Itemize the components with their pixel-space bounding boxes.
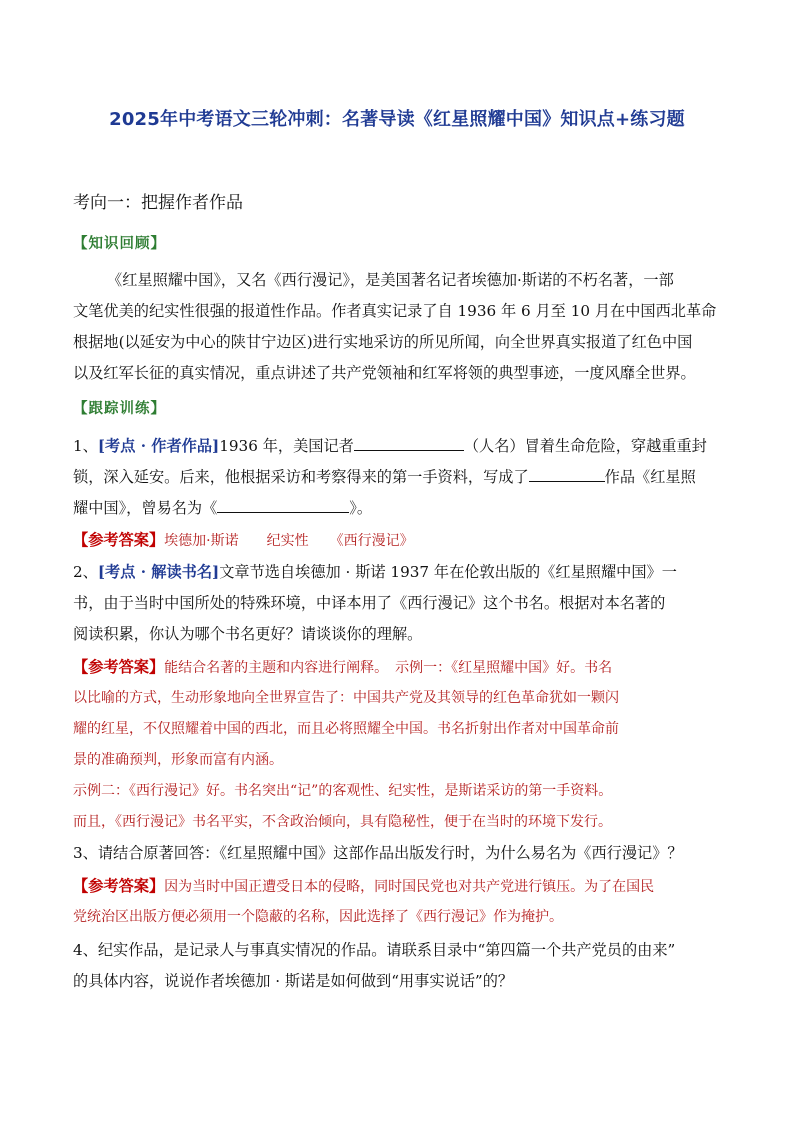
q2-line-2: 书，由于当时中国所处的特殊环境，中译本用了《西行漫记》这个书名。根据对本名著的 (73, 594, 666, 612)
knowledge-line-3: 根据地(以延安为中心的陕甘宁边区)进行实地采访的所见所闻，向全世界真实报道了红色中国 (73, 333, 693, 351)
q2-answer-line-3: 耀的红星，不仅照耀着中国的西北，而且必将照耀全中国。书名折射出作者对中国革命前 (73, 721, 619, 737)
q2-text-1: 文章节选自埃德加 · 斯诺 1937 年在伦敦出版的《红星照耀中国》一 (219, 563, 677, 581)
q3-answer-1: 因为当时中国正遭受日本的侵略，同时国民党也对共产党进行镇压。为了在国民 (164, 879, 655, 895)
q1-answer: 埃德加·斯诺 纪实性 《西行漫记》 (164, 533, 414, 549)
q2-answer-1: 能结合名著的主题和内容进行阐释。 示例一：《红星照耀中国》好。书名 (164, 660, 613, 676)
q2-line-3: 阅读积累，你认为哪个书名更好？请谈谈你的理解。 (73, 625, 423, 643)
q1-tag: [考点 · 作者作品] (97, 437, 220, 455)
q2-line-1 (73, 562, 677, 582)
q3-answer-tag: 【参考答案】 (73, 877, 165, 895)
q1-answer-line (73, 530, 414, 551)
q1-text-3a: 耀中国》，曾易名为《 (73, 499, 218, 517)
q2-answer-line-5: 示例二：《西行漫记》好。书名突出“记”的客观性、纪实性，是斯诺采访的第一手资料。 (73, 783, 613, 799)
q1-line-3 (73, 498, 372, 518)
q2-tag: [考点 · 解读书名] (97, 563, 220, 581)
q1-line-1 (73, 436, 707, 456)
knowledge-review-label: 【知识回顾】 (73, 235, 166, 252)
q3-line-1: 3、请结合原著回答：《红星照耀中国》这部作品出版发行时，为什么易名为《西行漫记》？ (73, 844, 683, 862)
q1-text-2b: 作品《红星照 (604, 468, 696, 486)
q1-line-2 (73, 467, 696, 487)
q2-answer-tag: 【参考答案】 (73, 658, 165, 676)
q1-blank-name[interactable] (354, 436, 464, 451)
q1-text-3b: 》。 (349, 499, 373, 517)
page-title: 2025年中考语文三轮冲刺：名著导读《红星照耀中国》知识点+练习题 (109, 109, 685, 130)
q3-answer-line-1 (73, 876, 654, 897)
practice-label: 【跟踪训练】 (73, 400, 166, 417)
q2-answer-line-6: 而且，《西行漫记》书名平实，不含政治倾向，具有隐秘性，便于在当时的环境下发行。 (73, 814, 612, 830)
knowledge-line-1: 《红星照耀中国》，又名《西行漫记》，是美国著名记者埃德加·斯诺的不朽名著，一部 (107, 271, 674, 289)
q2-number: 2、 (73, 563, 98, 581)
section-heading: 考向一：把握作者作品 (73, 193, 243, 213)
knowledge-line-4: 以及红军长征的真实情况，重点讲述了共产党领袖和红军将领的典型事迹，一度风靡全世界。 (73, 364, 696, 382)
q4-line-1: 4、纪实作品，是记录人与事真实情况的作品。请联系目录中“第四篇一个共产党员的由来” (73, 941, 676, 959)
q1-text-2a: 锁，深入延安。后来，他根据采访和考察得来的第一手资料，写成了 (73, 468, 529, 486)
q2-answer-line-2: 以比喻的方式，生动形象地向全世界宣告了：中国共产党及其领导的红色革命犹如一颗闪 (73, 690, 619, 706)
q3-answer-line-2: 党统治区出版方便必须用一个隐蔽的名称，因此选择了《西行漫记》作为掩护。 (73, 909, 563, 925)
q2-answer-line-1 (73, 657, 612, 678)
q1-blank-genre[interactable] (529, 467, 605, 482)
q1-text-1a: 1936 年，美国记者 (219, 437, 354, 455)
q1-answer-tag: 【参考答案】 (73, 531, 165, 549)
q1-number: 1、 (73, 437, 98, 455)
q2-answer-line-4: 景的准确预判，形象而富有内涵。 (73, 752, 283, 768)
q4-line-2: 的具体内容，说说作者埃德加 · 斯诺是如何做到“用事实说话”的？ (73, 972, 514, 990)
q1-blank-other-title[interactable] (217, 498, 349, 513)
knowledge-line-2: 文笔优美的纪实性很强的报道性作品。作者真实记录了自 1936 年 6 月至 10 月在中国西北革命 (73, 302, 717, 320)
q1-text-1b: （人名）冒着生命危险，穿越重重封 (463, 437, 707, 455)
